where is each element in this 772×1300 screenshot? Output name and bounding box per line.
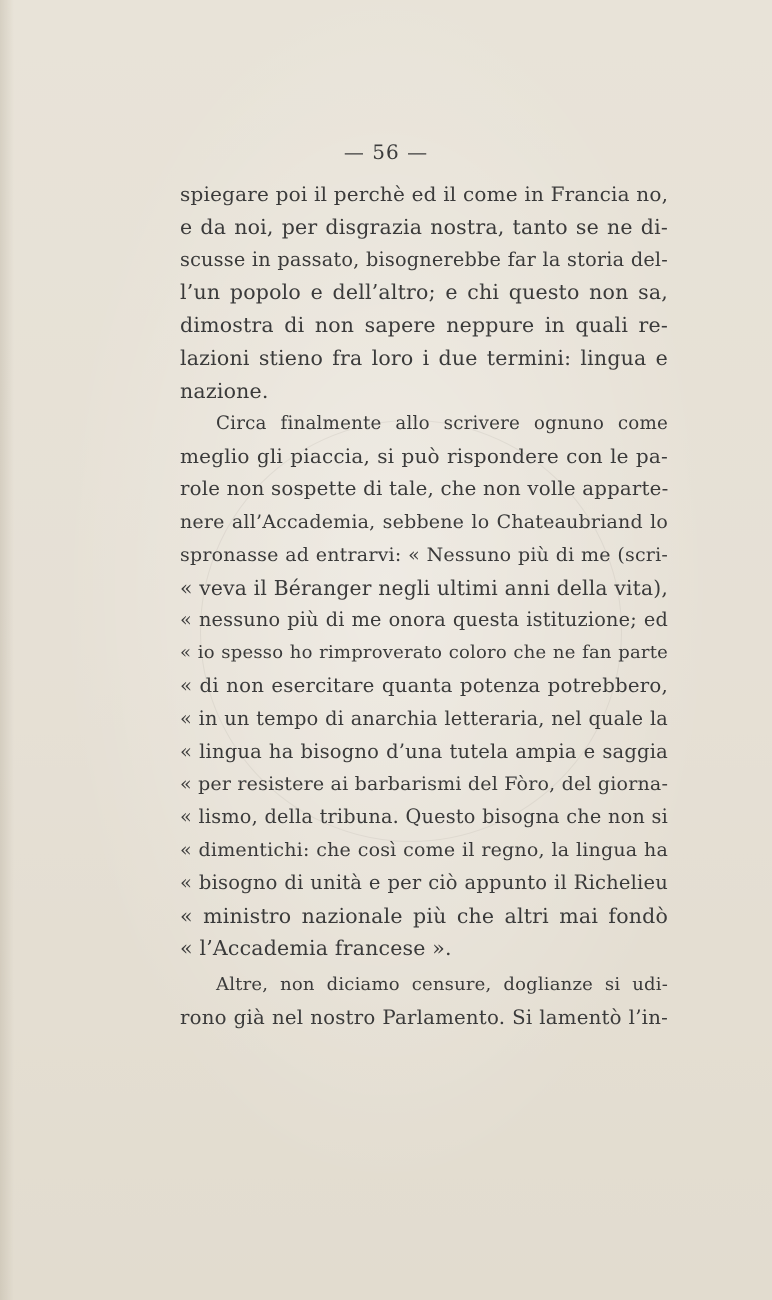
body-text (180, 178, 668, 1035)
text-line: rono già nel nostro Parlamento. Si lamentò l’in- (180, 1005, 668, 1029)
paragraph-start-line: Altre, non diciamo censure, doglianze si udi- (216, 974, 668, 996)
paragraph-start-line: Circa finalmente allo scrivere ognuno come (216, 412, 668, 434)
quote-line: « nessuno più di me onora questa istituzione; ed (180, 608, 668, 632)
quote-line: « lismo, della tribuna. Questo bisogna che non si (180, 805, 668, 829)
quote-line: « in un tempo di anarchia letteraria, nel quale la (180, 706, 668, 730)
text-line: meglio gli piaccia, si può rispondere con le pa- (180, 444, 668, 469)
quote-line: « lingua ha bisogno d’una tutela ampia e saggia (180, 739, 668, 763)
text-line: spiegare poi il perchè ed il come in Francia no, (180, 182, 669, 206)
quote-line: « bisogno di unità e per ciò appunto il Richelieu (180, 870, 668, 894)
text-line: spronasse ad entrarvi: « Nessuno più di me (scri- (180, 543, 668, 566)
quote-line: « per resistere ai barbarismi del Fòro, del giorna- (180, 773, 669, 796)
text-line: role non sospette di tale, che non volle apparte- (180, 477, 669, 501)
text-line: e da noi, per disgrazia nostra, tanto se ne di- (180, 214, 668, 239)
text-line: nazione. (180, 378, 269, 403)
text-line: scusse in passato, bisognerebbe far la storia del- (180, 247, 668, 271)
quote-line: « veva il Béranger negli ultimi anni della vita), (180, 575, 668, 600)
quote-line: « ministro nazionale più che altri mai fondò (180, 903, 668, 928)
text-line: lazioni stieno fra loro i due termini: lingua e (180, 345, 668, 370)
quote-line: « io spesso ho rimproverato coloro che ne fan parte (180, 642, 668, 664)
text-line: dimostra di non sapere neppure in quali re- (180, 313, 668, 338)
quote-line: « dimentichi: che così come il regno, la lingua ha (180, 838, 668, 861)
text-line: nere all’Accademia, sebbene lo Chateaubriand lo (180, 510, 668, 533)
quote-line: « l’Accademia francese ». (180, 936, 452, 961)
page-edge-shadow (0, 0, 14, 1300)
page-number: — 56 — (343, 140, 429, 164)
quote-line: « di non esercitare quanta potenza potrebbero, (180, 673, 668, 697)
text-line: l’un popolo e dell’altro; e chi questo non sa, (180, 280, 668, 305)
